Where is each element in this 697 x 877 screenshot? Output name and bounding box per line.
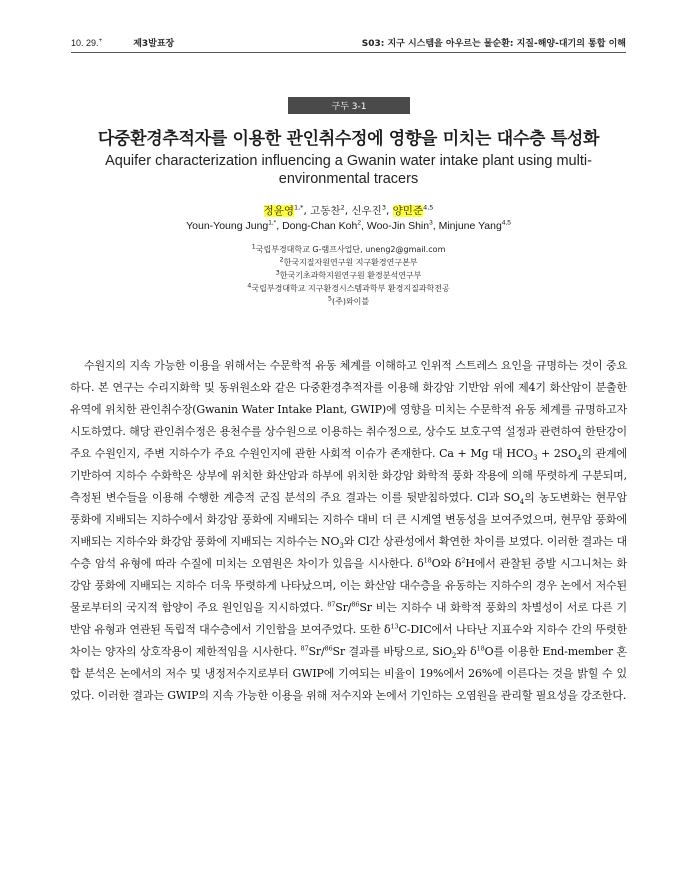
author-affil-mark: 3	[429, 219, 433, 227]
author-affil-mark: 1,*	[268, 219, 277, 227]
superscript: 87	[300, 644, 309, 653]
abstract-text: 와 δ	[456, 645, 477, 658]
author-name: Dong-Chan Koh	[282, 220, 358, 232]
superscript: 2	[461, 556, 466, 565]
superscript: 18	[423, 556, 432, 565]
authors-korean: 정윤영$^{1,*}$, 고동찬$^2$, 신우진$^3$, 양민준$^{4,5}$	[263, 203, 434, 217]
affiliation-number: 5	[327, 294, 332, 303]
affiliation-line	[0, 243, 697, 256]
affiliation-number: 2	[279, 255, 284, 264]
author-name: 신우진	[351, 205, 382, 217]
abstract	[70, 355, 627, 707]
abstract-text: O와 δ	[431, 557, 462, 570]
subscript: 3	[532, 454, 538, 463]
author-affil-mark: 3	[381, 203, 386, 212]
author-affil-mark: 4,5	[501, 219, 511, 227]
superscript: 86	[324, 644, 333, 653]
abstract-text: Sr 결과를 바탕으로, SiO	[332, 645, 452, 658]
abstract-text: Sr 비는 지하수 내 화학적 풍화의 차별성이 서로 다른 기반암 유형과 연관된 독립적 대수층에서 기인함을 보여주었다. 또한 δ	[70, 601, 627, 636]
author-en	[186, 220, 276, 232]
authors-english: Youn-Young Jung$^{1,*}$, Dong-Chan Koh$^2$, Woo-Jin Shin$^3$, Minjune Yang$^{4,5}$	[186, 219, 511, 232]
abstract-text: O를 이용한 End-member 혼합 분석은 논에서의 저수 및 냉정저수지로부터 GWIP에 기여되는 비율이 19%에서 26%에 이른다는 것을 밝힐 수 있었다. 이러한 결과는 GWIP의 지속 가능한 이용을 위해 저수지와 논에서 기인하는 오염원을 관리할 필요성을 강조한다.	[70, 645, 627, 702]
author-ko	[351, 205, 386, 217]
author-ko	[264, 205, 304, 217]
superscript: 13	[390, 622, 399, 631]
subscript: 4	[519, 498, 525, 507]
header-session: 제3발표장	[133, 39, 175, 49]
author-name: Youn-Young Jung	[186, 220, 269, 232]
affiliation-text: 한국기초과학지원연구원 환경분석연구부	[279, 271, 422, 280]
author-name: 고동찬	[310, 205, 341, 217]
header-date: 10. 29.+	[71, 37, 103, 48]
session-badge: 구두 3-1	[288, 97, 410, 114]
affiliation-text: 국립부경대학교 G-램프사업단, uneng2@gmail.com	[255, 245, 446, 254]
author-en	[367, 220, 433, 232]
page-header	[71, 32, 626, 53]
affiliation-text: 한국지질자원연구원 지구환경연구본부	[283, 258, 418, 267]
author-name: Minjune Yang	[438, 220, 502, 232]
subscript: 2	[451, 652, 457, 661]
author-affil-mark: 1,*	[293, 203, 304, 212]
affiliation-line	[0, 269, 697, 282]
abstract-text: 의 관계에 기반하여 지하수 수화학은 상부에 위치한 화산암과 하부에 위치한 화강암 화학적 풍화 작용에 의해 뚜렷하게 구분되며, 측정된 변수들을 이용해 수행한 계층적 군집 분석의 주요 결과는 이를 뒷받침하였다. Cl과 SO	[70, 447, 627, 504]
abstract-text: C-DIC에서 나타난 지표수와 지하수 간의 뚜렷한 차이는 양자의 상호작용이 제한적임을 시사한다.	[70, 623, 627, 658]
author-affil-mark: 2	[340, 203, 345, 212]
author-affil-mark: 4,5	[423, 203, 434, 212]
affiliation-number: 1	[251, 242, 256, 251]
superscript: 87	[327, 600, 336, 609]
author-ko	[310, 205, 345, 217]
abstract-text: Sr/	[308, 645, 325, 658]
superscript: 86	[351, 600, 360, 609]
superscript: 18	[476, 644, 485, 653]
subscript: 3	[339, 542, 344, 551]
subscript: 4	[576, 454, 582, 463]
abstract-text: + 2SO	[537, 447, 577, 460]
affiliation-line	[0, 295, 697, 308]
author-ko	[393, 205, 434, 217]
affiliation-number: 3	[275, 268, 280, 277]
abstract-text: Sr/	[335, 601, 352, 614]
abstract-text: 와 Cl간 상관성에서 확연한 차이를 보였다. 이러한 결과는 대수층 암석 유형에 따라 수질에 미치는 오염원은 차이가 있음을 시사한다. δ	[70, 535, 627, 570]
header-symposium: S03: 지구 시스템을 아우르는 물순환: 지질-해양-대기의 통합 이해	[361, 39, 626, 49]
author-affil-mark: 2	[357, 219, 361, 227]
author-name: Woo-Jin Shin	[366, 220, 430, 232]
title-korean: 다중환경추적자를 이용한 관인취수정에 영향을 미치는 대수층 특성화	[97, 129, 600, 149]
author-name: 정윤영	[263, 205, 294, 217]
abstract-text: 수원지의 지속 가능한 이용을 위해서는 수문학적 유동 체계를 이해하고 인위적 스트레스 요인을 규명하는 것이 중요하다. 본 연구는 수리지화학 및 동위원소와 같은 다중환경추적자를 이용해 화강암 기반암 위에 제4기 화산암이 분출한 유역에 위치한 관인취수장(Gwanin Water Intake Plant, GWIP)에 영향을 미치는 수문학적 유동 체계를 규명하고자 시도하였다. 해당 관인취수정은 용천수를 상수원으로 이용하는 취수정으로, 상수도 보호구역 설정과 관련하여 한탄강이 주요 수원인지, 주변 지하수가 주요 수원인지에 관한 사회적 이슈가 존재한다. Ca + Mg 대 HCO	[70, 359, 627, 460]
title-english: Aquifer characterization influencing a Gwanin water intake plant using multi-environmental tracers	[105, 153, 592, 187]
author-name: 양민준	[392, 205, 424, 217]
affiliation-text: (주)와이블	[331, 297, 370, 306]
author-en	[282, 220, 361, 232]
affiliation-text: 국립부경대학교 지구환경시스템과학부 환경지질과학전공	[251, 284, 450, 293]
header-left	[71, 36, 174, 49]
affiliation-line	[0, 282, 697, 295]
abstract-text: H에서 관찰된 증발 시그니처는 화강암 풍화에 지배되는 지하수 더욱 뚜렷하게 나타났으며, 이는 화산암 대수층을 유동하는 지하수의 경우 논에서 저수된 물로부터의 국지적 함양이 주요 원인임을 지시하였다.	[70, 557, 627, 614]
affiliation-line	[0, 256, 697, 269]
abstract-paragraph	[70, 355, 627, 707]
affiliation-number: 4	[247, 281, 252, 290]
affiliations	[0, 243, 697, 308]
author-en	[439, 220, 511, 232]
abstract-text: 의 농도변화는 현무암 풍화에 지배되는 지하수에서 화강암 풍화에 지배되는 지하수 대비 더 큰 시계열 변동성을 보여주었으며, 현무암 풍화에 지배되는 지하수와 화강암 풍화에 지배되는 지하수는 NO	[70, 491, 627, 548]
